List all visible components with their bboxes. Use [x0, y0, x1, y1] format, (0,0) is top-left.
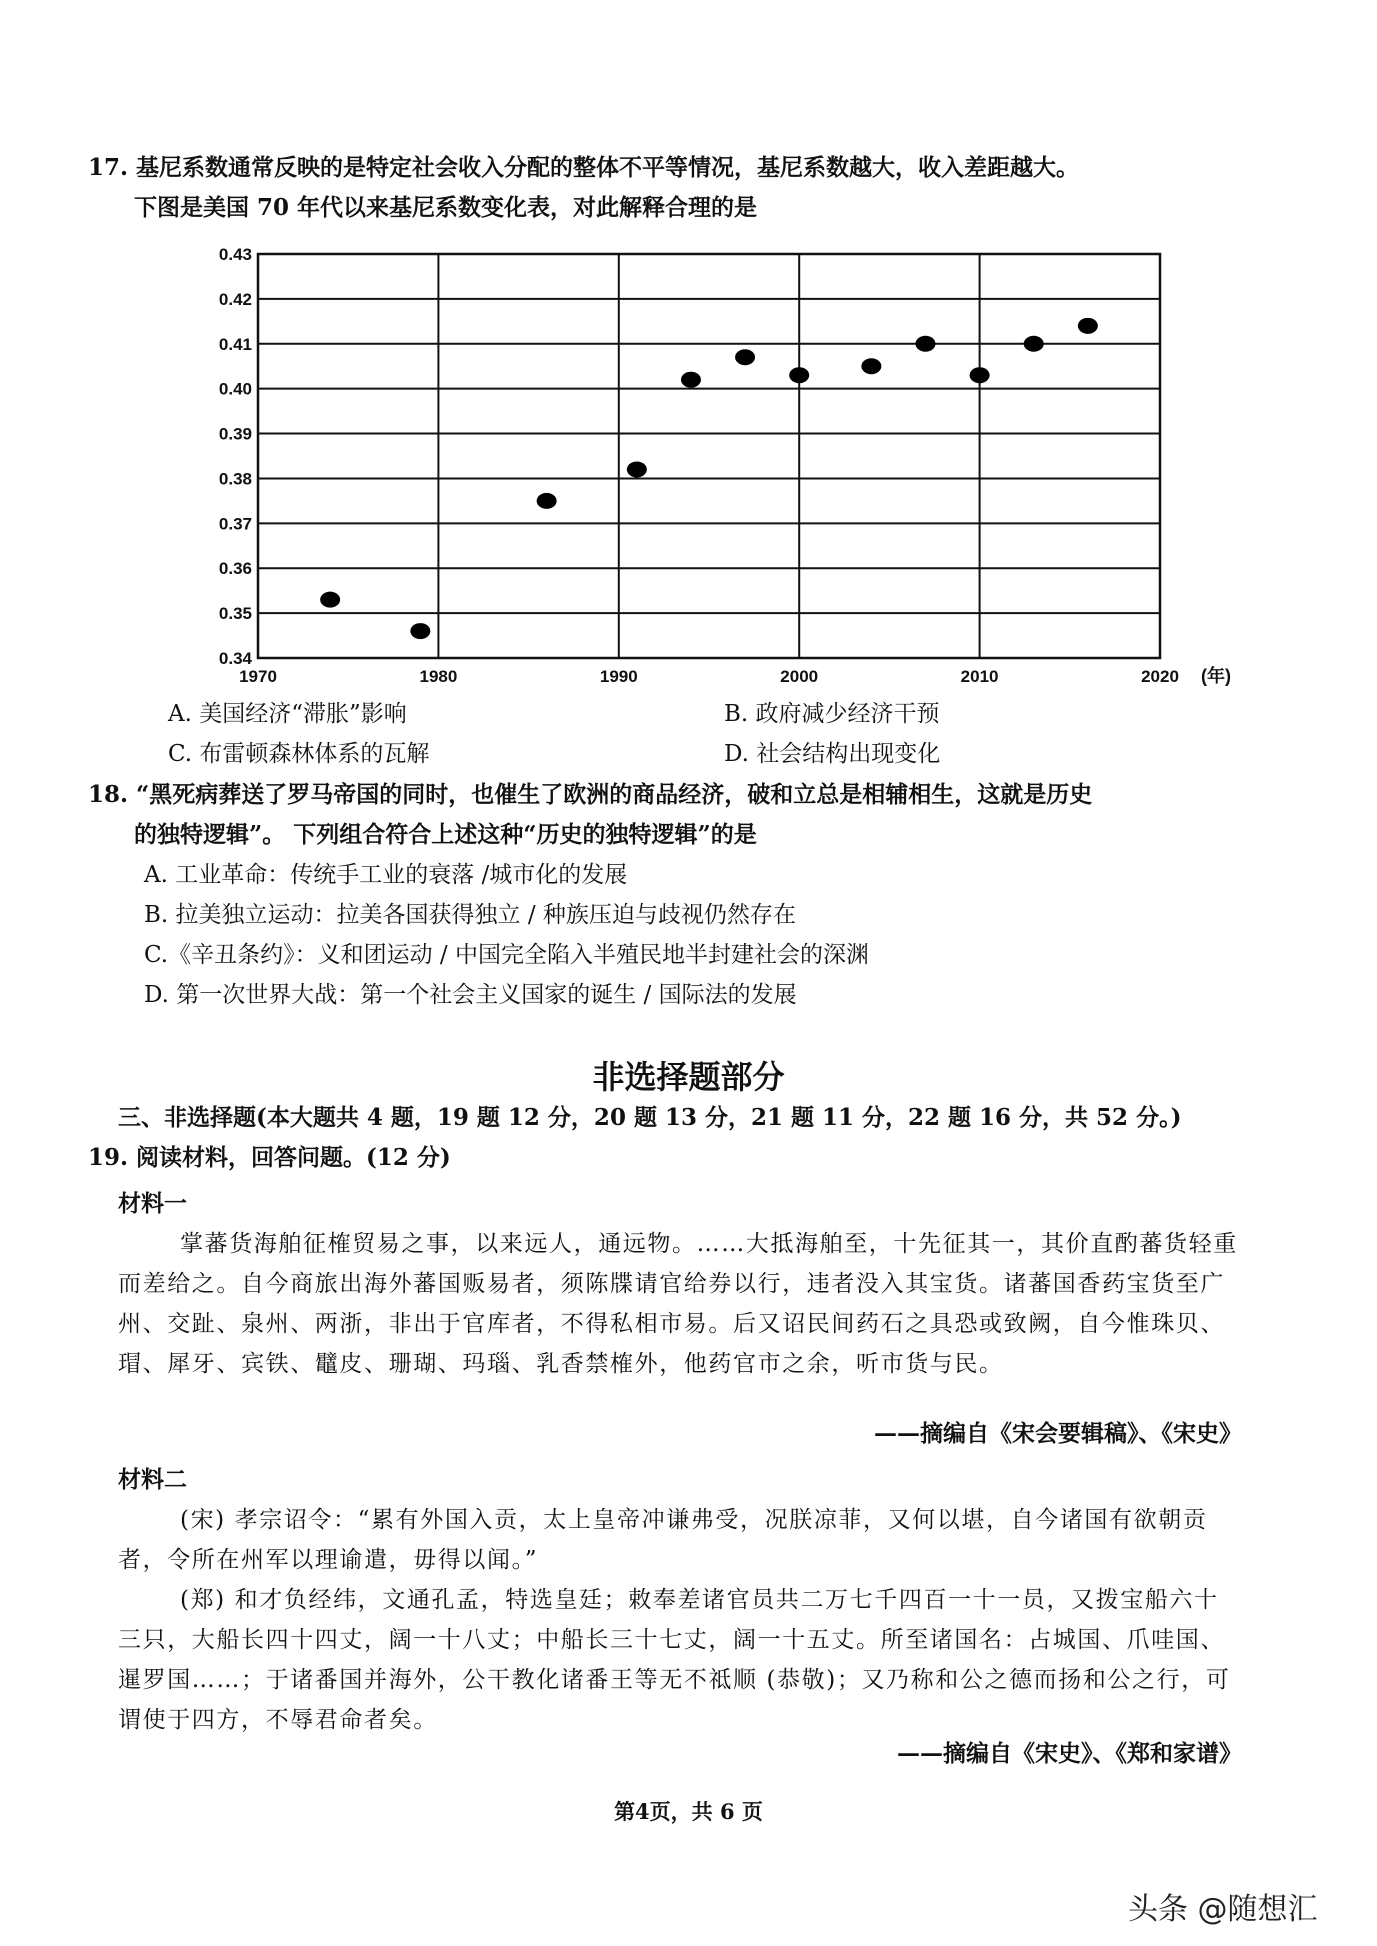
q18-stem-line2: 的独特逻辑”。 下列组合符合上述这种“历史的独特逻辑”的是 [134, 821, 757, 848]
q18-option-b[interactable]: B. 拉美独立运动：拉美各国获得独立 / 种族压迫与歧视仍然存在 [144, 902, 796, 928]
material1-source: ——摘编自《宋会要辑稿》、《宋史》 [874, 1420, 1242, 1447]
q17-stem-line1: 17. 基尼系数通常反映的是特定社会收入分配的整体不平等情况，基尼系数越大，收入差距越大。 [88, 154, 1080, 181]
y-tick-label: 0.42 [218, 289, 252, 309]
q17-option-c[interactable]: C. 布雷顿森林体系的瓦解 [168, 741, 430, 767]
data-point [410, 623, 430, 639]
q17-option-d[interactable]: D. 社会结构出现变化 [724, 741, 941, 767]
data-point [1078, 318, 1098, 334]
material1-label: 材料一 [118, 1190, 187, 1217]
material2-para2: (郑) 和才负经纬，文通孔孟，特选皇廷；敕奉差诸官员共二万七千四百一十一员，又拨宝船六十三只，大船长四十四丈，阔一十八丈；中船长三十七丈，阔一十五丈。所至诸国名：占城国、爪哇国、暹罗国……；于诸番国并海外，公干教化诸番王等无不祗顺 (恭敬)；又乃称和公之德而扬和公之行，可谓使于四方，不辱君命者矣。 [118, 1587, 1231, 1733]
y-tick-label: 0.34 [218, 649, 252, 668]
x-unit-label: (年) [1201, 666, 1231, 686]
plot-frame [258, 254, 1160, 658]
data-point [681, 372, 701, 388]
data-point [537, 493, 557, 509]
section-title: 非选择题部分 [592, 1058, 785, 1096]
data-point [915, 336, 935, 352]
y-tick-label: 0.39 [218, 424, 252, 444]
x-tick-label: 1980 [419, 667, 458, 686]
q18-option-c[interactable]: C.《辛丑条约》：义和团运动 / 中国完全陷入半殖民地半封建社会的深渊 [144, 942, 869, 968]
data-point [970, 367, 990, 383]
x-tick-label: 2000 [780, 667, 819, 686]
q18-stem-line1: 18. “黑死病葬送了罗马帝国的同时，也催生了欧洲的商品经济，破和立总是相辅相生，这就是历史 [88, 781, 1093, 808]
data-point [320, 592, 340, 608]
material2-para1: (宋) 孝宗诏令：“累有外国入贡，太上皇帝冲谦弗受，况朕凉菲，又何以堪，自今诸国有欲朝贡者，令所在州军以理谕遣，毋得以闻。” [118, 1507, 1208, 1573]
material2-source: ——摘编自《宋史》、《郑和家谱》 [897, 1740, 1242, 1767]
q19-title: 19. 阅读材料，回答问题。(12 分) [88, 1144, 451, 1171]
gini-scatter-chart [180, 240, 1260, 700]
y-tick-label: 0.40 [218, 379, 252, 399]
y-tick-label: 0.35 [218, 604, 252, 624]
data-point [861, 358, 881, 374]
page-number: 第4页，共 6 页 [614, 1799, 763, 1824]
material2-label: 材料二 [118, 1466, 187, 1493]
q17-option-b[interactable]: B. 政府减少经济干预 [724, 701, 940, 727]
section-heading: 三、非选择题(本大题共 4 题，19 题 12 分，20 题 13 分，21 题 11 分，22 题 16 分，共 52 分。) [118, 1104, 1182, 1131]
x-tick-label: 1990 [599, 667, 638, 686]
x-tick-label: 2010 [960, 667, 999, 686]
material1-text: 掌蕃货海舶征榷贸易之事，以来远人，通远物。……大抵海舶至，十先征其一，其价直酌蕃货轻重而差给之。自今商旅出海外蕃国贩易者，须陈牒请官给券以行，违者没入其宝货。诸蕃国香药宝货至广州、交趾、泉州、两浙，非出于官库者，不得私相市易。后又诏民间药石之具恐或致阙，自今惟珠贝、瑁、犀牙、宾铁、鼊皮、珊瑚、玛瑙、乳香禁榷外，他药官市之余，听市货与民。 [118, 1231, 1238, 1377]
data-point [627, 461, 647, 477]
q18-option-a[interactable]: A. 工业革命：传统手工业的衰落 /城市化的发展 [144, 862, 628, 888]
y-tick-label: 0.38 [218, 469, 252, 489]
y-tick-label: 0.36 [218, 559, 252, 579]
y-tick-label: 0.43 [218, 245, 252, 264]
q17-stem-line2: 下图是美国 70 年代以来基尼系数变化表，对此解释合理的是 [134, 194, 758, 221]
data-point [735, 349, 755, 365]
data-point [789, 367, 809, 383]
y-tick-label: 0.37 [218, 514, 252, 534]
x-tick-label: 2020 [1141, 667, 1179, 686]
q18-option-d[interactable]: D. 第一次世界大战：第一个社会主义国家的诞生 / 国际法的发展 [144, 982, 797, 1008]
y-tick-label: 0.41 [218, 334, 252, 354]
data-point [1024, 336, 1044, 352]
x-tick-label: 1970 [239, 667, 277, 686]
q17-option-a[interactable]: A. 美国经济“滞胀”影响 [168, 701, 407, 727]
watermark-text: 头条 @随想汇 [1128, 1892, 1318, 1927]
